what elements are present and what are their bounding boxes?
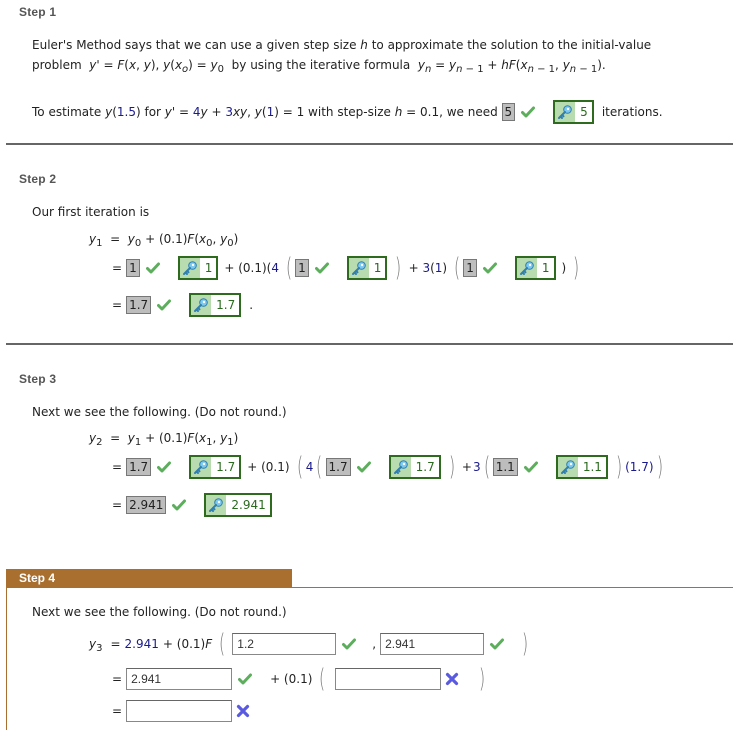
step3-row1: = 1.7 1.7 + (0.1) ( 4 ( 1.7 1.7 ) + 3 ( 1.1 1.1 ) (1.7) ) bbox=[112, 452, 663, 482]
key-answer-value: 1.7 bbox=[411, 457, 439, 477]
key-answer-value: 1 bbox=[200, 258, 217, 278]
key-icon bbox=[191, 457, 211, 477]
check-icon bbox=[315, 261, 329, 275]
given-y2: 2.941 bbox=[124, 637, 159, 651]
answer-x1: 1.1 bbox=[493, 458, 518, 476]
key-answer-value: 1 bbox=[537, 258, 554, 278]
paren-open: ( bbox=[296, 452, 303, 482]
check-icon bbox=[172, 498, 186, 512]
key-icon bbox=[517, 258, 537, 278]
check-icon bbox=[521, 105, 535, 119]
step2-title: Step 2 bbox=[19, 172, 57, 186]
answer-y0: 1 bbox=[126, 259, 140, 277]
key-icon bbox=[555, 102, 575, 122]
y2-value-input[interactable] bbox=[126, 668, 232, 690]
coefficient-3: 3 bbox=[472, 460, 481, 474]
plus-text: + (0.1)F bbox=[162, 637, 213, 651]
check-icon bbox=[357, 460, 371, 474]
paren-open: ( bbox=[483, 452, 490, 482]
check-icon bbox=[524, 460, 538, 474]
step1-question bbox=[32, 97, 663, 127]
lhs-y3: $y_3$ bbox=[89, 637, 103, 654]
key-icon bbox=[391, 457, 411, 477]
paren-close: ) bbox=[522, 629, 529, 659]
key-answer-button[interactable] bbox=[178, 256, 219, 280]
key-icon bbox=[180, 258, 200, 278]
x2-input[interactable] bbox=[232, 633, 336, 655]
paren-close: ) bbox=[478, 664, 485, 694]
answer-y1: 1.7 bbox=[126, 296, 151, 314]
check-icon bbox=[157, 460, 171, 474]
paren-open: ( bbox=[316, 452, 323, 482]
answer-y1: 1.7 bbox=[326, 458, 351, 476]
step2-formula: $y_1 = y_0 + (0.1)F(x_0$, $y_0$) bbox=[89, 232, 239, 249]
key-icon bbox=[206, 495, 226, 515]
paren-close: ) bbox=[615, 452, 623, 482]
key-answer-button[interactable] bbox=[389, 455, 441, 479]
step1-intro-line1: Euler's Method says that we can use a given step size h to approximate the solution to the initial-value bbox=[32, 38, 652, 52]
paren-open: ( bbox=[454, 253, 461, 283]
x-icon bbox=[445, 672, 459, 686]
divider bbox=[6, 143, 733, 145]
key-answer-button[interactable] bbox=[553, 100, 594, 124]
period: . bbox=[249, 298, 254, 312]
check-icon bbox=[483, 261, 497, 275]
step4-title: Step 4 bbox=[19, 571, 56, 585]
paren-open: ( bbox=[319, 664, 326, 694]
answer-y1: 1.7 bbox=[126, 458, 151, 476]
key-answer-button[interactable] bbox=[189, 455, 241, 479]
key-answer-value: 1.7 bbox=[211, 457, 239, 477]
step2-intro: Our first iteration is bbox=[32, 205, 150, 219]
key-answer-button[interactable] bbox=[189, 293, 241, 317]
step2-row2: = 1.7 1.7 . bbox=[112, 290, 257, 320]
x-icon bbox=[236, 704, 250, 718]
step4-intro: Next we see the following. (Do not round.) bbox=[32, 605, 287, 619]
key-answer-button[interactable] bbox=[515, 256, 556, 280]
step3-formula: $y_2 = y_1 + (0.1)F(x_1$, $y_1$) bbox=[89, 431, 239, 448]
paren-close: ) bbox=[395, 253, 402, 283]
step3-intro: Next we see the following. (Do not round.) bbox=[32, 405, 287, 419]
paren-open: ( bbox=[219, 629, 226, 659]
close-paren: ) bbox=[561, 261, 567, 275]
step4-divider bbox=[292, 587, 733, 588]
paren-close: ) bbox=[573, 253, 580, 283]
check-icon bbox=[146, 261, 160, 275]
check-icon bbox=[490, 637, 504, 651]
key-answer-value: 1 bbox=[369, 258, 386, 278]
plus-text: + (0.1) bbox=[247, 460, 290, 474]
key-answer-value: 5 bbox=[575, 102, 592, 122]
key-answer-value: 1.7 bbox=[211, 295, 239, 315]
key-answer-value: 1.1 bbox=[578, 457, 606, 477]
comma: , bbox=[372, 637, 377, 651]
step3-row2: = 2.941 2.941 bbox=[112, 490, 272, 520]
key-icon bbox=[349, 258, 369, 278]
question-text: To estimate y(1.5) for y' = 4y + 3xy, y(1) = 1 with step-size h = 0.1, we need bbox=[32, 105, 502, 119]
F-value-input[interactable] bbox=[335, 668, 441, 690]
y2-input[interactable] bbox=[380, 633, 484, 655]
paren-open: ( bbox=[286, 253, 293, 283]
plus-text: + (0.1) bbox=[270, 672, 313, 686]
y3-input[interactable] bbox=[126, 700, 232, 722]
step2-row1: = 1 1 + (0.1)(4 ( 1 1 ) + 3(1) ( 1 1 ) ) bbox=[112, 253, 580, 283]
paren-close: ) bbox=[656, 452, 663, 482]
step4-row2: = 2.941 + (0.1) ( ) bbox=[112, 664, 488, 694]
key-answer-button[interactable] bbox=[347, 256, 388, 280]
step1-title: Step 1 bbox=[19, 5, 57, 19]
check-icon bbox=[342, 637, 356, 651]
step4-left-border bbox=[6, 588, 7, 730]
step4-row1: $y_3$ = 2.941 + (0.1)F ( 1.2 , 2.941 ) bbox=[89, 629, 531, 659]
check-icon bbox=[238, 672, 252, 686]
step1-intro-line2: problem y' = F(x, y), $y(x_o) = y_0$ by using the iterative formula $y_n = y_{n - 1} + hF(x_{n - 1}$, $y_{n - 1}$). bbox=[32, 58, 606, 75]
plus-sign: + bbox=[461, 460, 472, 474]
key-icon bbox=[191, 295, 211, 315]
step4-header bbox=[6, 569, 292, 588]
key-icon bbox=[558, 457, 578, 477]
given-y1: (1.7) bbox=[625, 460, 654, 474]
key-answer-button[interactable] bbox=[204, 493, 271, 517]
divider bbox=[6, 343, 733, 345]
key-answer-button[interactable] bbox=[556, 455, 608, 479]
answer-iterations: 5 bbox=[502, 103, 516, 121]
iterations-label: iterations. bbox=[601, 105, 663, 119]
answer-y2: 2.941 bbox=[126, 496, 166, 514]
answer-y0: 1 bbox=[295, 259, 309, 277]
paren-close: ) bbox=[448, 452, 455, 482]
key-answer-value: 2.941 bbox=[226, 495, 269, 515]
answer-y0: 1 bbox=[463, 259, 477, 277]
coefficient-4: 4 bbox=[305, 460, 314, 474]
step3-title: Step 3 bbox=[19, 372, 57, 386]
step4-row3: = bbox=[112, 696, 254, 726]
check-icon bbox=[157, 298, 171, 312]
